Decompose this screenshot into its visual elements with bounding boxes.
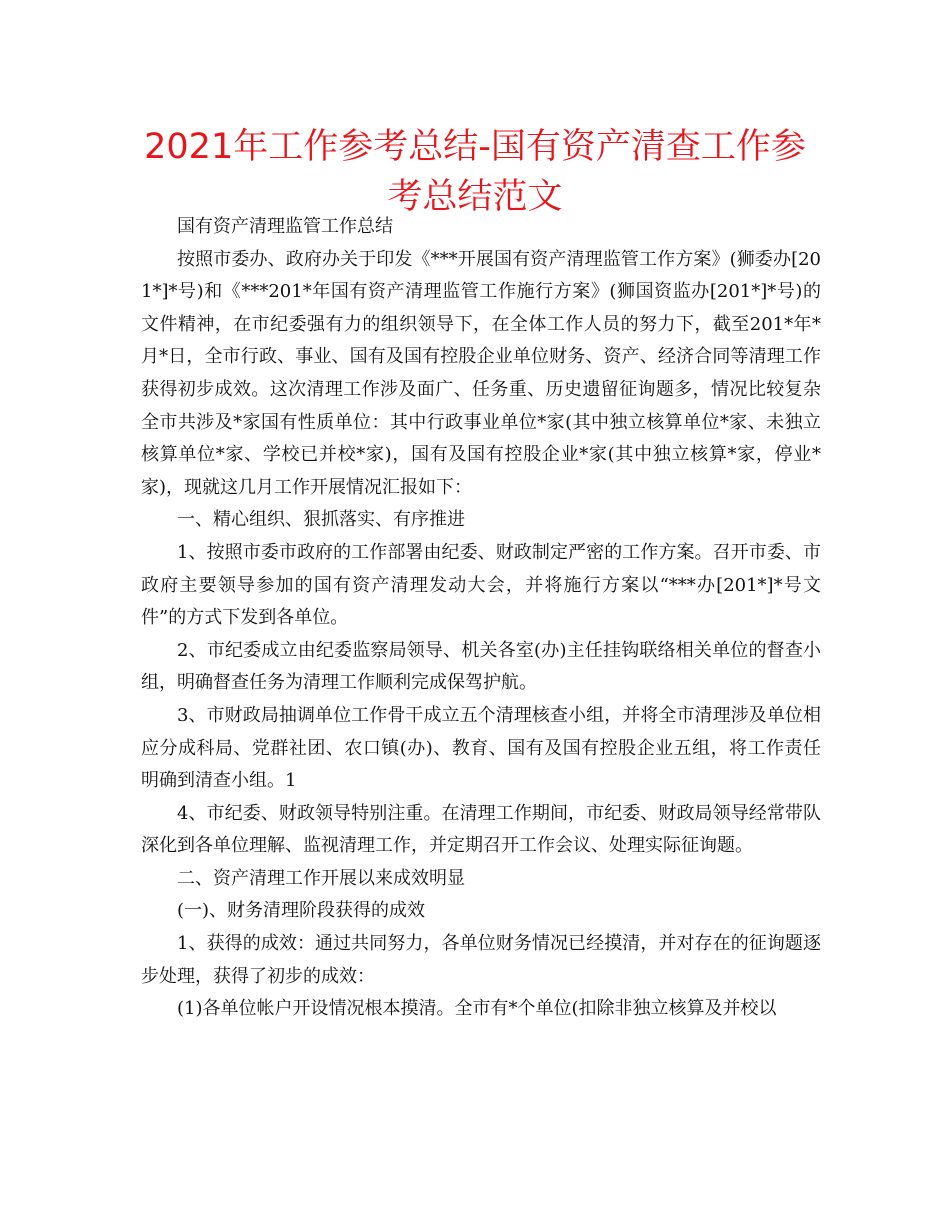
body-paragraph: 4、市纪委、财政领导特别注重。在清理工作期间，市纪委、财政局领导经常带队深化到各单位理解、监视清理工作，并定期召开工作会议、处理实际征询题。 [141, 802, 821, 857]
body-paragraph: 3、市财政局抽调单位工作骨干成立五个清理核查小组，并将全市清理涉及单位相应分成科局、党群社团、农口镇(办)、教育、国有及国有控股企业五组，将工作责任明确到清查小组。1 [141, 704, 821, 792]
body-paragraph: (1)各单位帐户开设情况根本摸清。全市有*个单位(扣除非独立核算及并校以 [177, 998, 777, 1020]
section-heading: 一、精心组织、狠抓落实、有序推进 [177, 509, 465, 531]
section-heading: 国有资产清理监管工作总结 [177, 216, 393, 237]
body-paragraph: 按照市委办、政府办关于印发《***开展国有资产清理监管工作方案》(狮委办[201*]*号)和《***201*年国有资产清理监管工作施行方案》(狮国资监办[201*]*号)的文件精神，在市纪委强有力的组织领导下，在全体工作人员的努力下，截至201*年*月*日，全市行政、事业、国有及国有控股企业单位财务、资产、经济合同等清理工作获得初步成效。这次清理工作涉及面广、任务重、历史遗留征询题多，情况比较复杂全市共涉及*家国有性质单位：其中行政事业单位*家(其中独立核算单位*家、未独立核算单位*家、学校已并校*家)，国有及国有控股企业*家(其中独立核算*家，停业*家)，现就这几月工作开展情况汇报如下： [141, 248, 821, 498]
document-title: 2021年工作参考总结-国有资产清查工作参考总结范文 [144, 127, 806, 217]
body-paragraph: 2、市纪委成立由纪委监察局领导、机关各室(办)主任挂钩联络相关单位的督查小组，明确督查任务为清理工作顺利完成保驾护航。 [141, 639, 821, 694]
body-paragraph: 1、按照市委市政府的工作部署由纪委、财政制定严密的工作方案。召开市委、市政府主要领导参加的国有资产清理发动大会，并将施行方案以“***办[201*]*号文件”的方式下发到各单位。 [141, 541, 821, 629]
document-body [141, 211, 821, 1026]
body-paragraph: 1、获得的成效：通过共同努力，各单位财务情况已经摸清，并对存在的征询题逐步处理，获得了初步的成效： [141, 933, 821, 987]
section-heading: 二、资产清理工作开展以来成效明显 [177, 867, 465, 889]
subsection-heading: (一)、财务清理阶段获得的成效 [177, 900, 426, 922]
